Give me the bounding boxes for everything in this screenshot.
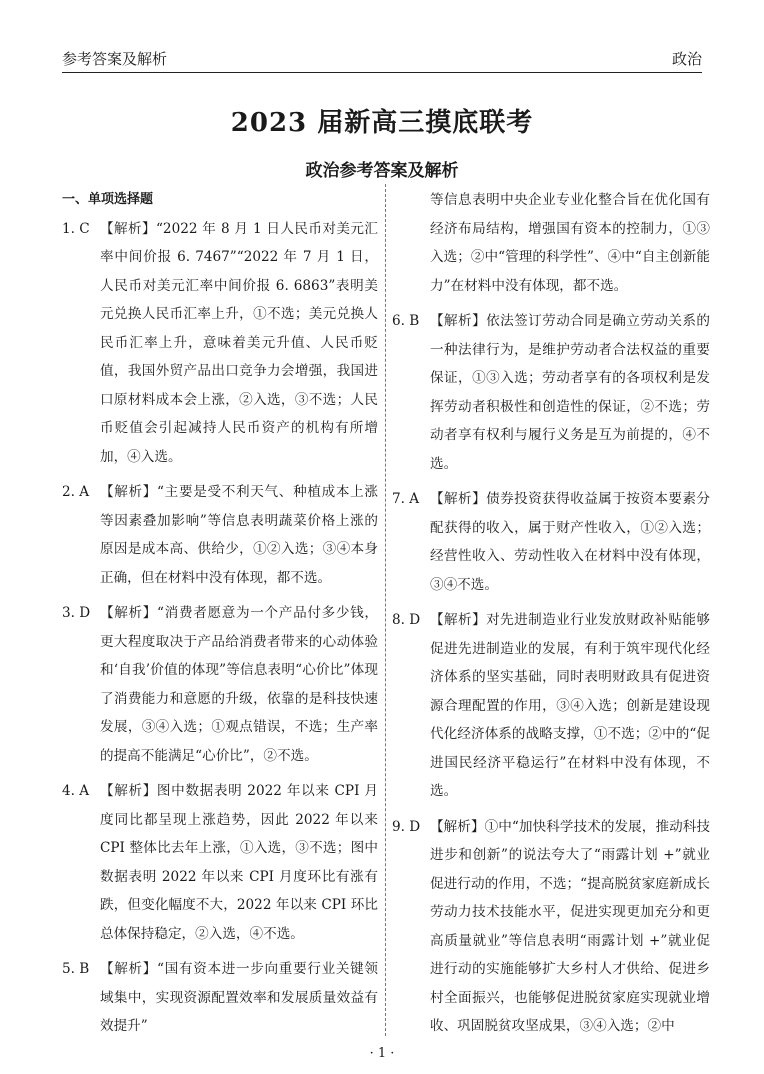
answer-text: 【解析】依法签订劳动合同是确立劳动关系的一种法律行为，是维护劳动者合法权益的重要保证，①③入选；劳动者享有的各项权利是发挥劳动者积极性和创造性的保证，②不选；劳动者享有权利与履行义务是互为前提的，④不选。 [430, 313, 710, 472]
answer-number: 5. B [62, 961, 90, 977]
answer-item [62, 599, 378, 770]
answer-text: 【解析】“主要是受不利天气、种植成本上涨等因素叠加影响”等信息表明蔬菜价格上涨的原因是成本高、供给少，①②入选；③④本身正确，但在材料中没有体现，都不选。 [100, 484, 378, 586]
answer-item [62, 955, 378, 1041]
answer-number: 3. D [62, 605, 91, 621]
answer-text: 【解析】“2022 年 8 月 1 日人民币对美元汇率中间价报 6. 7467”“2022 年 7 月 1 日，人民币对美元汇率中间价报 6. 6863”表明美元兑换人民币汇率上升，①不选；美元兑换人民币汇率上升，意味着美元升值、人民币贬值，我国外贸产品出口竞争力会增强，我国进口原材料成本会上涨，②入选，③不选；人民币贬值会引起减持人民币资产的机构有所增加，④入选。 [100, 220, 378, 465]
answer-text: 等信息表明中央企业专业化整合旨在优化国有经济布局结构，增强国有资本的控制力，①③入选；②中“管理的科学性”、④中“自主创新能力”在材料中没有体现，都不选。 [430, 192, 710, 294]
answer-number: 2. A [62, 484, 90, 500]
answer-number: 9. D [392, 818, 421, 835]
page-header [62, 48, 702, 72]
page-subtitle: 政治参考答案及解析 [305, 161, 459, 181]
answer-item [392, 485, 710, 599]
header-left-label: 参考答案及解析 [62, 50, 168, 68]
left-column [62, 186, 378, 1048]
answer-item [392, 813, 710, 1041]
header-subject-label: 政治 [671, 50, 702, 68]
answer-text: 【解析】“消费者愿意为一个产品付多少钱，更大程度取决于产品给消费者带来的心动体验和‘自我’价值的体现”等信息表明“心价比”体现了消费能力和意愿的升级，依靠的是科技快速发展，③④入选；①观点错误，不选；生产率的提高不能满足“心价比”，②不选。 [100, 605, 378, 764]
answer-number: 1. C [62, 220, 90, 237]
answer-continuation [392, 186, 710, 300]
answer-text: 【解析】“国有资本进一步向重要行业关键领域集中，实现资源配置效率和发展质量效益有效提升” [100, 961, 378, 1034]
page-title: 2023 届新高三摸底联考 [230, 108, 534, 138]
answer-item [392, 307, 710, 478]
header-rule [62, 72, 702, 73]
answer-text: 【解析】图中数据表明 2022 年以来 CPI 月度同比都呈现上涨趋势，因此 2022 年以来 CPI 整体比去年上涨，①入选，③不选；图中数据表明 2022 年以来 CPI 月度环比有涨有跌，但变化幅度不大，2022 年以来 CPI 环比总体保持稳定，②入选，④不选。 [100, 783, 378, 942]
section-heading: 一、单项选择题 [62, 192, 154, 207]
answer-item [62, 478, 378, 592]
column-divider [385, 184, 386, 1036]
page-number: · 1 · [369, 1046, 395, 1061]
answer-number: 8. D [392, 612, 421, 628]
answer-number: 6. B [392, 313, 420, 329]
answer-item [62, 215, 378, 472]
answer-text: 【解析】债券投资获得收益属于按资本要素分配获得的收入，属于财产性收入，①②入选；经营性收入、劳动性收入在材料中没有体现，③④不选。 [430, 491, 710, 593]
answer-text: 【解析】①中“加快科学技术的发展，推动科技进步和创新”的说法夸大了“雨露计划 +”就业促进行动的作用，不选；“提高脱贫家庭新成长劳动力技术技能水平，促进实现更加充分和更高质量就业”等信息表明“雨露计划 +”就业促进行动的实施能够扩大乡村人才供给、促进乡村全面振兴，也能够促进脱贫家庭实现就业增收、巩固脱贫攻坚成果，③④入选；②中 [430, 818, 710, 1034]
answer-item [62, 777, 378, 948]
answer-item [392, 606, 710, 806]
answer-number: 4. A [62, 783, 90, 799]
right-column [392, 186, 710, 1048]
answer-text: 【解析】对先进制造业行业发放财政补贴能够促进先进制造业的发展，有利于筑牢现代化经济体系的坚实基础，同时表明财政具有促进资源合理配置的作用，③④入选；创新是建设现代化经济体系的战略支撑，①不选；②中的“促进国民经济平稳运行”在材料中没有体现，不选。 [430, 612, 710, 799]
answer-number: 7. A [392, 491, 420, 507]
